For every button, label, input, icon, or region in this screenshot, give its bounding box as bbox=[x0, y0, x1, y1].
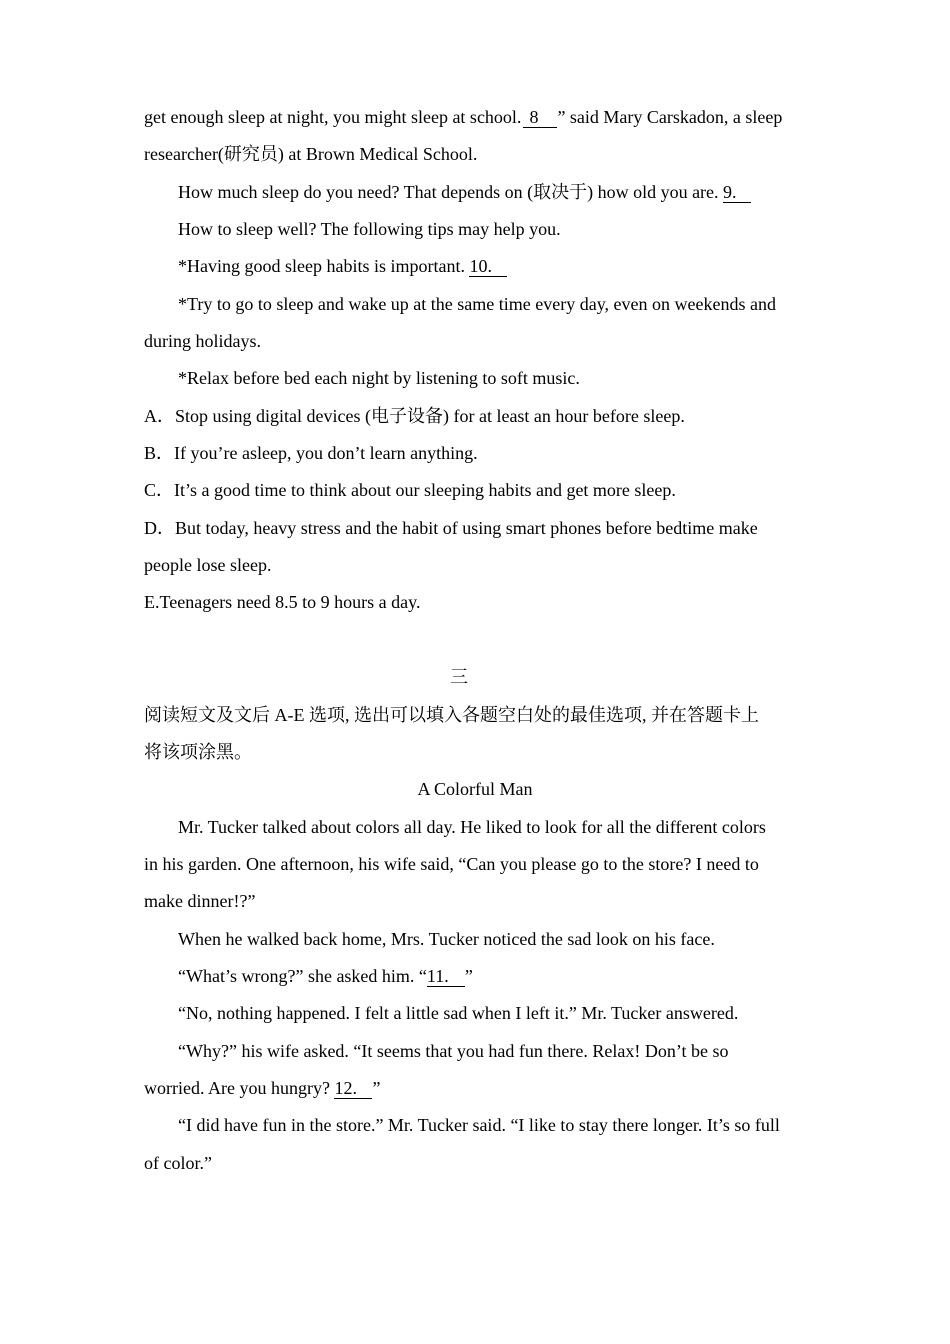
option-b: B．If you’re asleep, you don’t learn anything. bbox=[144, 443, 478, 463]
option-e: E.Teenagers need 8.5 to 9 hours a day. bbox=[144, 592, 421, 612]
passage-line: of color.” bbox=[144, 1153, 212, 1173]
passage-line: “Why?” his wife asked. “It seems that you had fun there. Relax! Don’t be so bbox=[178, 1041, 729, 1061]
passage-line: How much sleep do you need? That depends on (取决于) how old you are. 9. bbox=[178, 180, 751, 204]
passage-line: in his garden. One afternoon, his wife said, “Can you please go to the store? I need to bbox=[144, 854, 759, 874]
passage-line: “I did have fun in the store.” Mr. Tucker said. “I like to stay there longer. It’s so full bbox=[178, 1115, 780, 1135]
option-c: C．It’s a good time to think about our sleeping habits and get more sleep. bbox=[144, 480, 676, 500]
section-number: 三 bbox=[450, 667, 468, 687]
option-d-continued: people lose sleep. bbox=[144, 555, 272, 575]
passage-line: When he walked back home, Mrs. Tucker noticed the sad look on his face. bbox=[178, 929, 715, 949]
passage-line: *Having good sleep habits is important. 10. bbox=[178, 254, 507, 278]
answer-blank-12: 12. bbox=[334, 1078, 372, 1099]
section-instructions: 阅读短文及文后 A-E 选项, 选出可以填入各题空白处的最佳选项, 并在答题卡上 bbox=[144, 705, 759, 725]
passage-line: *Relax before bed each night by listening to soft music. bbox=[178, 368, 580, 388]
answer-blank-8: 8 bbox=[523, 107, 557, 128]
passage-title: A Colorful Man bbox=[417, 779, 533, 799]
section-instructions-continued: 将该项涂黑。 bbox=[144, 742, 252, 762]
passage-line: “What’s wrong?” she asked him. “11. ” bbox=[178, 966, 473, 986]
passage-line: during holidays. bbox=[144, 331, 261, 351]
passage-line: *Try to go to sleep and wake up at the same time every day, even on weekends and bbox=[178, 294, 776, 314]
option-d: D．But today, heavy stress and the habit of using smart phones before bedtime make bbox=[144, 518, 758, 538]
option-a: A．Stop using digital devices (电子设备) for at least an hour before sleep. bbox=[144, 406, 685, 426]
passage-line: get enough sleep at night, you might sleep at school. 8 ” said Mary Carskadon, a sleep bbox=[144, 107, 783, 127]
passage-line: How to sleep well? The following tips may help you. bbox=[178, 219, 561, 239]
answer-blank-10: 10. bbox=[469, 256, 507, 277]
answer-blank-9: 9. bbox=[723, 182, 751, 203]
passage-line: “No, nothing happened. I felt a little sad when I left it.” Mr. Tucker answered. bbox=[178, 1003, 739, 1023]
passage-line: researcher(研究员) at Brown Medical School. bbox=[144, 144, 478, 164]
passage-line: Mr. Tucker talked about colors all day. He liked to look for all the different colors bbox=[178, 817, 766, 837]
passage-line: worried. Are you hungry? 12. ” bbox=[144, 1078, 381, 1098]
passage-line: make dinner!?” bbox=[144, 891, 256, 911]
answer-blank-11: 11. bbox=[427, 966, 465, 987]
